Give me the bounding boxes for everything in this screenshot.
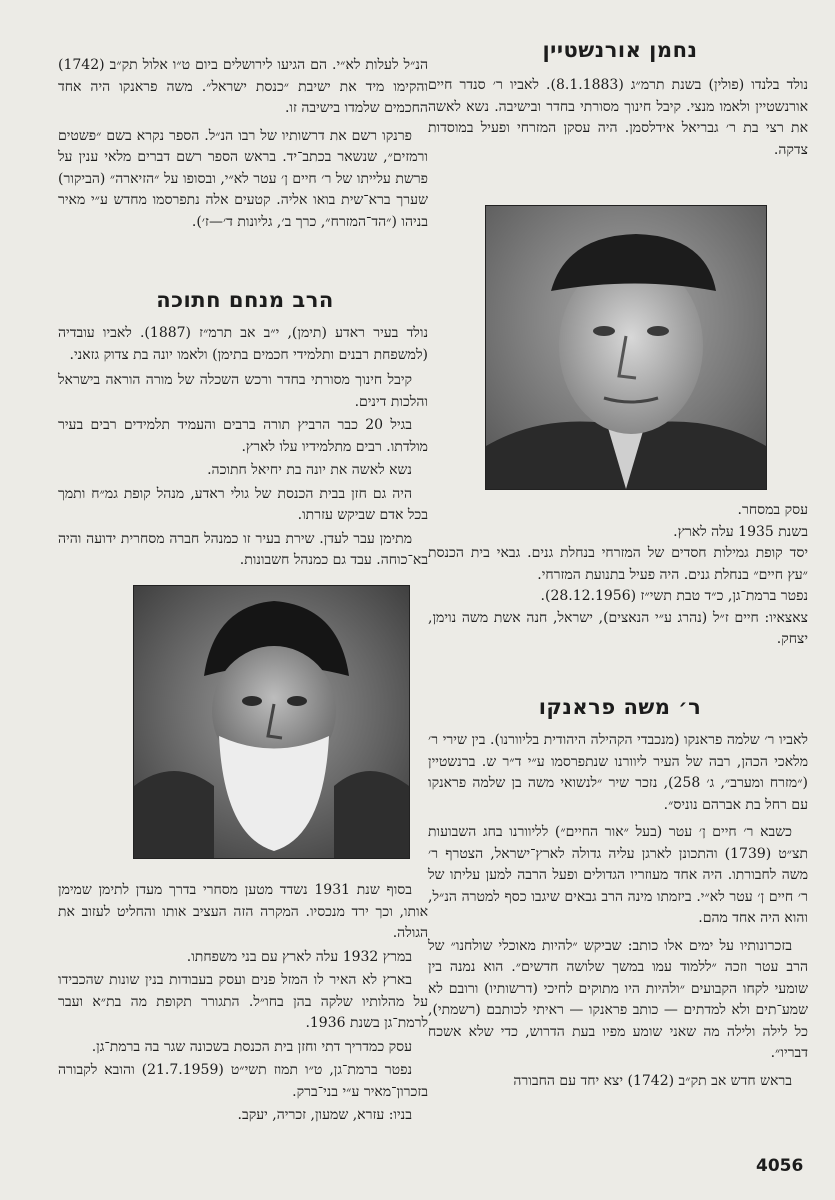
hatuka-paragraph: היה גם חזן בבית הכנסת של גולי ראדע, מנהל קופת גמ״ח ותמך בכל אדם שביקש עזרתו. [58,485,428,523]
franco-paragraph: בראש חדש אב תק״ב (1742) יצא יחד עם החבורה [513,1072,792,1089]
orenstein-bio-intro [428,75,808,167]
franco-continuation [58,55,428,239]
hatuka-bio-intro [58,323,428,574]
orenstein-paragraph: בשנת 1935 עלה לארץ. [673,523,808,540]
hatuka-bio-rest [58,880,428,1127]
orenstein-bio-rest [428,500,808,651]
orenstein-paragraph: עסק במסחר. [737,502,808,518]
orenstein-paragraph: יסד קופת גמילות חסדים של המזרחי בנחלת גנים. גבאי בית הכנסת ״עץ חיים״ בנחלת גנים. היה פעיל בתנועת המזרחי. [428,545,808,583]
orenstein-paragraph: נולד בלנדו (פולין) בשנת תרמ״ג (8.1.1883). לאביו ר׳ סנדר חיים אורנשטיין ולאמו מנצי. קיבל חינוך מסורתי בחדר ובישיבה. נשא לאשה את רצי בת ר׳ גבריאל אידלסמן. היה עסקן המזרחי ופעיל במוסדות צדקה. [428,77,809,158]
hatuka-paragraph: נשא לאשה את יונה בת יחיאל חתוכה. [207,462,412,478]
franco-heading: ר׳ משה פראנקו [538,695,702,719]
portrait-photo-orenstein [485,205,767,490]
orenstein-heading: נחמן אורנשטיין [542,38,698,62]
hatuka-paragraph: במרץ 1932 עלה לארץ עם בני משפחתו. [186,948,412,965]
hatuka-paragraph: עסק כמדריך דתי וחזן בית הכנסת בשכונה שגר בה ברמת־גן. [91,1038,412,1055]
franco-paragraph: כשבא ר׳ חיים ן׳ עטר (בעל ״אור החיים״) לליוורנו בחג השבועות תצ״ט (1739) והתכונן לארגן עליה גדולה לארץ־ישראל, הצטרף ר׳ משה לחבורתו. היה אחד מעוזריו הגדולים ופעל הרבה למען עליתו של ר׳ חיים ן׳ עטר לא״י. ביזמתו מינה הרב גבאים שיגבו כסף למטרה הנ״ל, והוא היה אחד מהם. [428,824,809,926]
hatuka-paragraph: בניו: עזרא, שמעון, זכריה, יעקב. [237,1107,412,1123]
hatuka-paragraph: מתימן עבר לעדן. שירת בעיר זו כמנהל חברה מסחרית ידועה והיה בא־כוחה. עבד גם כמנהל חשבונות. [58,530,428,568]
orenstein-paragraph: נפטר ברמת־גן, כ״ד טבת תשי״ז (28.12.1956). [540,588,808,604]
franco-paragraph: הנ״ל לעלות לא״י. הם הגיעו לירושלים ביום ט״ו אלול תק״ב (1742) והקימו מיד את ישיבת ״כנסת ישראל״. משה פראנקו היה אחד החכמים שלמדו בישיבה זו. [58,57,428,116]
franco-paragraph: פרנקו רשם את דרשותיו של רבו הנ״ל. הספר נקרא בשם ״פשטים ורמזים״, שנשאר בכתב־יד. בראש הספר רשם דברים מלאי ענין על פרשת עלייתו של ר׳ חיים ן׳ עטר לא״י, ובסופו על ״הזיארה״ (הביקור) שערך ברא־שית בואו אליה. קטעים אלה נתפרסמו מחדש ע״י מאיר בניהו (״הד־המזרח״, כרך ב׳, גליונות ד׳—ז׳). [58,127,428,230]
hatuka-paragraph: קיבל חינוך מסורתי בחדר ורכש השכלה של מורה הוראה בישראל והלכות דינים. [58,372,428,410]
hatuka-paragraph: נפטר ברמת־גן, ט״ו תמוז תשי״ט (21.7.1959) והובא לקבורה בזכרון־מאיר ע״י בני־ברק. [58,1062,428,1100]
portrait-photo-hatuka [133,585,410,859]
franco-paragraph: בזכרונותיו על ימים אלו כותב: שביקש ״להיות מאוכלי שולחנו״ של הרב עטר וזכה ״ללמוד עמו במשך שלושה חדשים״. הוא נמנה בין שומעי לקחו הקבועים ״ולהיות היו מתוקים לחיכי (דרשותיו) ורובם לא שמע־תים ולא למדתים — כותב פראנקו — ראיתי לכותבם (רשמתי), כל לילה ולילה מה שאני שומע מפיו בעת הדרוש, כדי שלא אשכח דבריו״. [428,937,808,1061]
hatuka-heading: הרב מנחם חתוכה [156,288,334,312]
orenstein-paragraph: צאצאיו: חיים ז״ל (נהרג ע״י הנאצים), ישראל, חנה אשת משה נוימן, יצחק. [428,609,808,647]
franco-bio [428,730,808,1098]
hatuka-paragraph: בארץ לא האיר לו המזל פנים ועסק בעבודות בנין שונות שהכבידו על מהלותיו שלקה בהן בחו״ל. התגורר תקופת מה בת״א ועבר לרמת־גן בשנת 1936. [58,972,428,1031]
page-number: 4056 [756,1156,804,1176]
hatuka-paragraph: נולד בעיר ראדע (תימן), י״ב אב תרמ״ז (1887). לאביו עובדיה (למשפחת רבנים ותלמידי חכמים בתימן) ולאמו יונה בת צדוק גזאני. [58,325,428,363]
hatuka-paragraph: בסוף שנת 1931 נשדד מטען מסחרי בדרך מעדן לתימן שמימן אותו, וכך ירד מנכסיו. המקרה הזה העציב אותו והחליט לעזוב את הגולה. [58,882,428,941]
hatuka-paragraph: בגיל 20 כבר הרביץ תורה ברבים והעמיד תלמידים רבים בעיר מולדתו. רבים מתלמידיו עלו לארץ. [58,417,428,455]
franco-paragraph: לאביו ר׳ שלמה פראנקו (מנכבדי הקהילה היהודית בליוורנו). בין שירי ר׳ מלאכי הכהן, רבה של העיר ליוורנו שנתפרסמו ע״י ד״ר ש. ברנשטיין (״מזרח ומערב״, ג׳ 258), נזכר שיר ״לנשואי משה בן שלמה פראנקו עם רחל בת אברהם נוניס״. [428,732,808,813]
